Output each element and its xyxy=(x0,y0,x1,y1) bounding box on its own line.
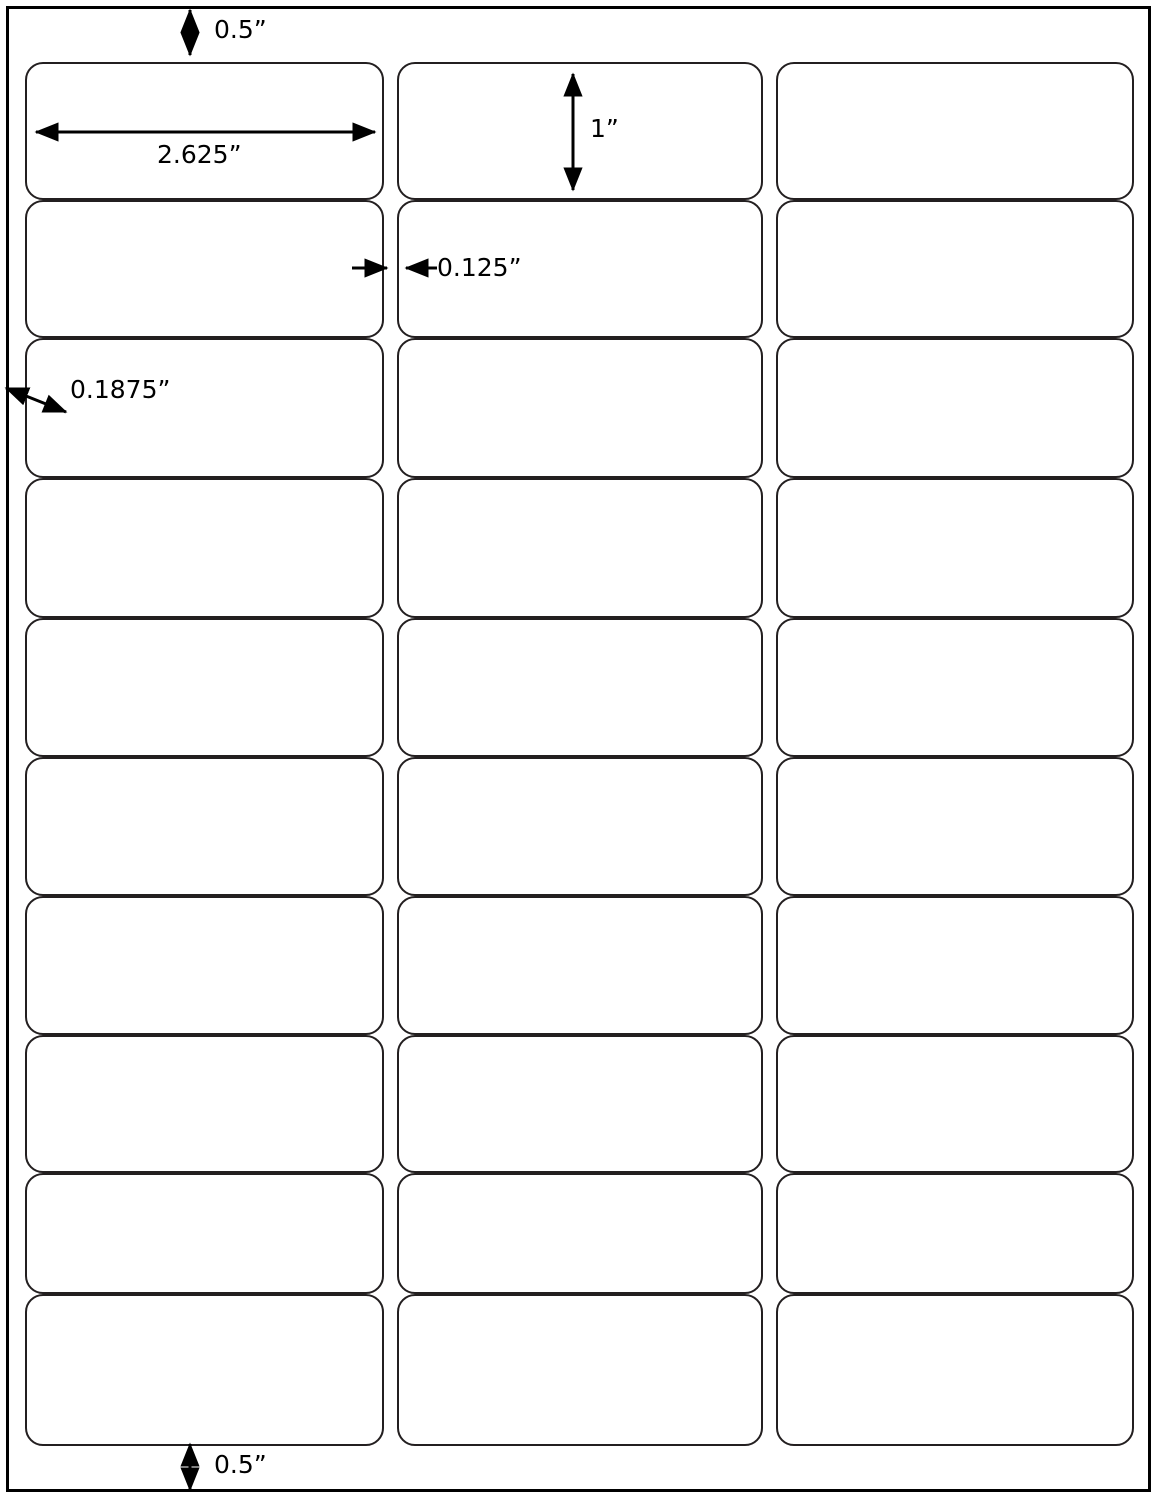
label-cell[interactable] xyxy=(25,618,384,757)
label-cell[interactable] xyxy=(397,478,763,618)
label-cell[interactable] xyxy=(25,200,384,338)
label-cell[interactable] xyxy=(25,338,384,478)
annotation-side-margin: 0.1875” xyxy=(70,375,171,404)
label-cell[interactable] xyxy=(776,1035,1134,1173)
label-cell[interactable] xyxy=(776,62,1134,200)
label-cell[interactable] xyxy=(397,618,763,757)
annotation-label-width: 2.625” xyxy=(157,140,242,169)
label-cell[interactable] xyxy=(776,478,1134,618)
label-cell[interactable] xyxy=(25,478,384,618)
label-cell[interactable] xyxy=(25,757,384,896)
annotation-bottom-margin: 0.5” xyxy=(214,1450,267,1479)
label-cell[interactable] xyxy=(776,200,1134,338)
label-cell[interactable] xyxy=(397,1294,763,1446)
annotation-top-margin: 0.5” xyxy=(214,15,267,44)
label-cell[interactable] xyxy=(25,62,384,200)
label-cell[interactable] xyxy=(25,1035,384,1173)
label-cell[interactable] xyxy=(25,1173,384,1294)
label-cell[interactable] xyxy=(776,757,1134,896)
annotation-label-height: 1” xyxy=(590,114,619,143)
label-cell[interactable] xyxy=(776,338,1134,478)
label-cell[interactable] xyxy=(776,618,1134,757)
label-cell[interactable] xyxy=(397,338,763,478)
label-cell[interactable] xyxy=(397,62,763,200)
label-cell[interactable] xyxy=(397,1173,763,1294)
label-cell[interactable] xyxy=(776,1294,1134,1446)
label-cell[interactable] xyxy=(397,1035,763,1173)
label-cell[interactable] xyxy=(25,896,384,1035)
label-cell[interactable] xyxy=(397,896,763,1035)
label-cell[interactable] xyxy=(776,896,1134,1035)
label-cell[interactable] xyxy=(397,757,763,896)
label-cell[interactable] xyxy=(25,1294,384,1446)
label-cell[interactable] xyxy=(776,1173,1134,1294)
annotation-horizontal-gap: 0.125” xyxy=(437,253,522,282)
